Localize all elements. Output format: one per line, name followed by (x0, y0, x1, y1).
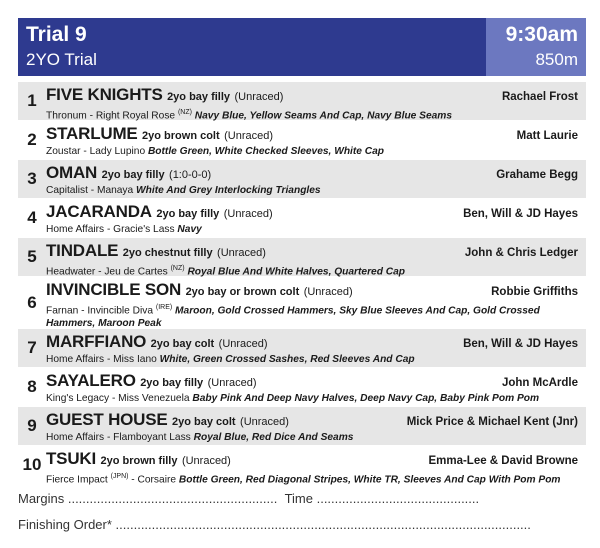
racing-colours: Bottle Green, White Checked Sleeves, White Cap (147, 146, 385, 157)
trainer-name: Ben, Will & JD Hayes (463, 338, 578, 350)
trial-header (18, 18, 586, 76)
breeding: Fierce Impact (46, 474, 108, 486)
trainer-name: Ben, Will & JD Hayes (463, 208, 578, 220)
runner-row (18, 277, 586, 329)
racing-colours: Navy Blue, Yellow Seams And Cap, Navy Blue Seams (194, 110, 453, 122)
runner-number: 8 (27, 377, 37, 396)
runner-number: 9 (27, 416, 37, 435)
trainer-name: Grahame Begg (496, 169, 578, 181)
horse-name: TINDALE (46, 241, 119, 260)
runner-row (18, 329, 586, 368)
runner-row (18, 238, 586, 277)
runner-row (18, 446, 586, 485)
origin: (NZ) (177, 109, 192, 116)
result-footer (18, 491, 586, 506)
horse-desc: 2yo bay filly (156, 208, 220, 220)
trainer-name: Matt Laurie (516, 130, 578, 142)
horse-form: (Unraced) (223, 208, 273, 220)
runner-number: 6 (27, 292, 37, 312)
trainer-name: Mick Price & Michael Kent (Jnr) (406, 416, 578, 428)
horse-form: (Unraced) (207, 377, 257, 389)
horse-form: (Unraced) (217, 247, 266, 259)
breeding: Home Affairs - Flamboyant Lass (46, 432, 191, 443)
trial-time: 9:30am (505, 23, 578, 46)
origin: (IRE) (155, 304, 173, 311)
breeding: Headwater - Jeu de Cartes (46, 266, 168, 278)
runner-number: 1 (27, 91, 37, 110)
racing-colours: Navy (177, 224, 202, 235)
runner-number: 7 (27, 338, 37, 357)
racing-colours: Bottle Green, Red Diagonal Stripes, White TR, Sleeves And Cap With Pom Pom (178, 474, 561, 486)
runner-number: 5 (27, 247, 37, 266)
origin: (JPN) (110, 473, 129, 480)
racing-colours: Royal Blue And White Halves, Quartered Cap (187, 266, 406, 278)
trainer-name: Robbie Griffiths (491, 286, 578, 298)
breeding-dam: - Corsaire (131, 474, 177, 486)
origin: (NZ) (170, 265, 185, 272)
runner-list (18, 82, 586, 485)
trial-distance: 850m (535, 50, 578, 69)
horse-name: FIVE KNIGHTS (46, 85, 163, 104)
runner-row (18, 160, 586, 199)
racing-colours: White And Grey Interlocking Triangles (136, 185, 321, 196)
horse-form: (Unraced) (224, 130, 274, 142)
breeding: Zoustar - Lady Lupino (46, 146, 146, 157)
finishing-order-field[interactable]: Finishing Order* ................................................................................................................... (18, 517, 531, 532)
horse-form: (Unraced) (181, 455, 231, 467)
runner-row (18, 368, 586, 407)
trainer-name: John & Chris Ledger (464, 247, 578, 259)
runner-number: 4 (27, 208, 37, 227)
breeding: Home Affairs - Miss Iano (46, 354, 157, 365)
trial-subtitle: 2YO Trial (26, 50, 97, 69)
runner-row (18, 407, 586, 446)
racing-colours: Royal Blue, Red Dice And Seams (193, 432, 354, 443)
runner-number: 10 (22, 455, 42, 474)
horse-desc: 2yo brown colt (142, 130, 220, 142)
runner-row (18, 121, 586, 160)
breeding: Thronum - Right Royal Rose (46, 110, 176, 122)
horse-desc: 2yo bay colt (150, 338, 215, 350)
breeding: Home Affairs - Gracie's Lass (46, 224, 175, 235)
breeding: Capitalist - Manaya (46, 185, 134, 196)
horse-name: JACARANDA (46, 202, 152, 221)
margins-field[interactable]: Margins .......................................................... (18, 491, 278, 506)
horse-name: STARLUME (46, 124, 138, 143)
horse-name: GUEST HOUSE (46, 410, 168, 429)
time-field[interactable]: Time ............................................. (284, 491, 480, 506)
horse-name: OMAN (46, 163, 98, 182)
horse-form: (Unraced) (218, 338, 268, 350)
racing-colours: White, Green Crossed Sashes, Red Sleeves And Cap (159, 354, 415, 365)
trial-title: Trial 9 (26, 23, 87, 46)
horse-desc: 2yo bay filly (140, 377, 204, 389)
breeding: Farnan - Invincible Diva (46, 305, 154, 317)
horse-desc: 2yo bay or brown colt (185, 286, 300, 298)
horse-name: SAYALERO (46, 371, 136, 390)
horse-form: (Unraced) (240, 416, 289, 428)
finishing-order-footer (18, 517, 586, 532)
runner-number: 3 (27, 169, 37, 188)
horse-name: TSUKI (46, 449, 97, 468)
racing-colours: Maroon, Gold Crossed Hammers, Sky Blue Sleeves And Cap, Gold Crossed Hammers, Maroon Peak (46, 305, 540, 330)
runner-number: 2 (27, 130, 37, 149)
trainer-name: Emma-Lee & David Browne (428, 455, 578, 467)
horse-form: (Unraced) (303, 286, 353, 298)
horse-desc: 2yo bay filly (101, 169, 165, 181)
horse-form: (Unraced) (234, 91, 284, 103)
trainer-name: Rachael Frost (501, 91, 578, 103)
horse-name: MARFFIANO (46, 332, 147, 351)
horse-desc: 2yo brown filly (100, 455, 178, 467)
trial-title-block (18, 18, 486, 76)
horse-name: INVINCIBLE SON (46, 280, 182, 299)
runner-row (18, 199, 586, 238)
horse-form: (1:0-0-0) (169, 169, 212, 181)
horse-desc: 2yo chestnut filly (122, 247, 213, 259)
breeding: King's Legacy - Miss Venezuela (46, 393, 190, 404)
trainer-name: John McArdle (501, 377, 578, 389)
horse-desc: 2yo bay filly (167, 91, 231, 103)
racing-colours: Baby Pink And Deep Navy Halves, Deep Navy Cap, Baby Pink Pom Pom (192, 393, 540, 404)
horse-desc: 2yo bay colt (172, 416, 236, 428)
trial-time-block (486, 18, 586, 76)
runner-row (18, 82, 586, 121)
